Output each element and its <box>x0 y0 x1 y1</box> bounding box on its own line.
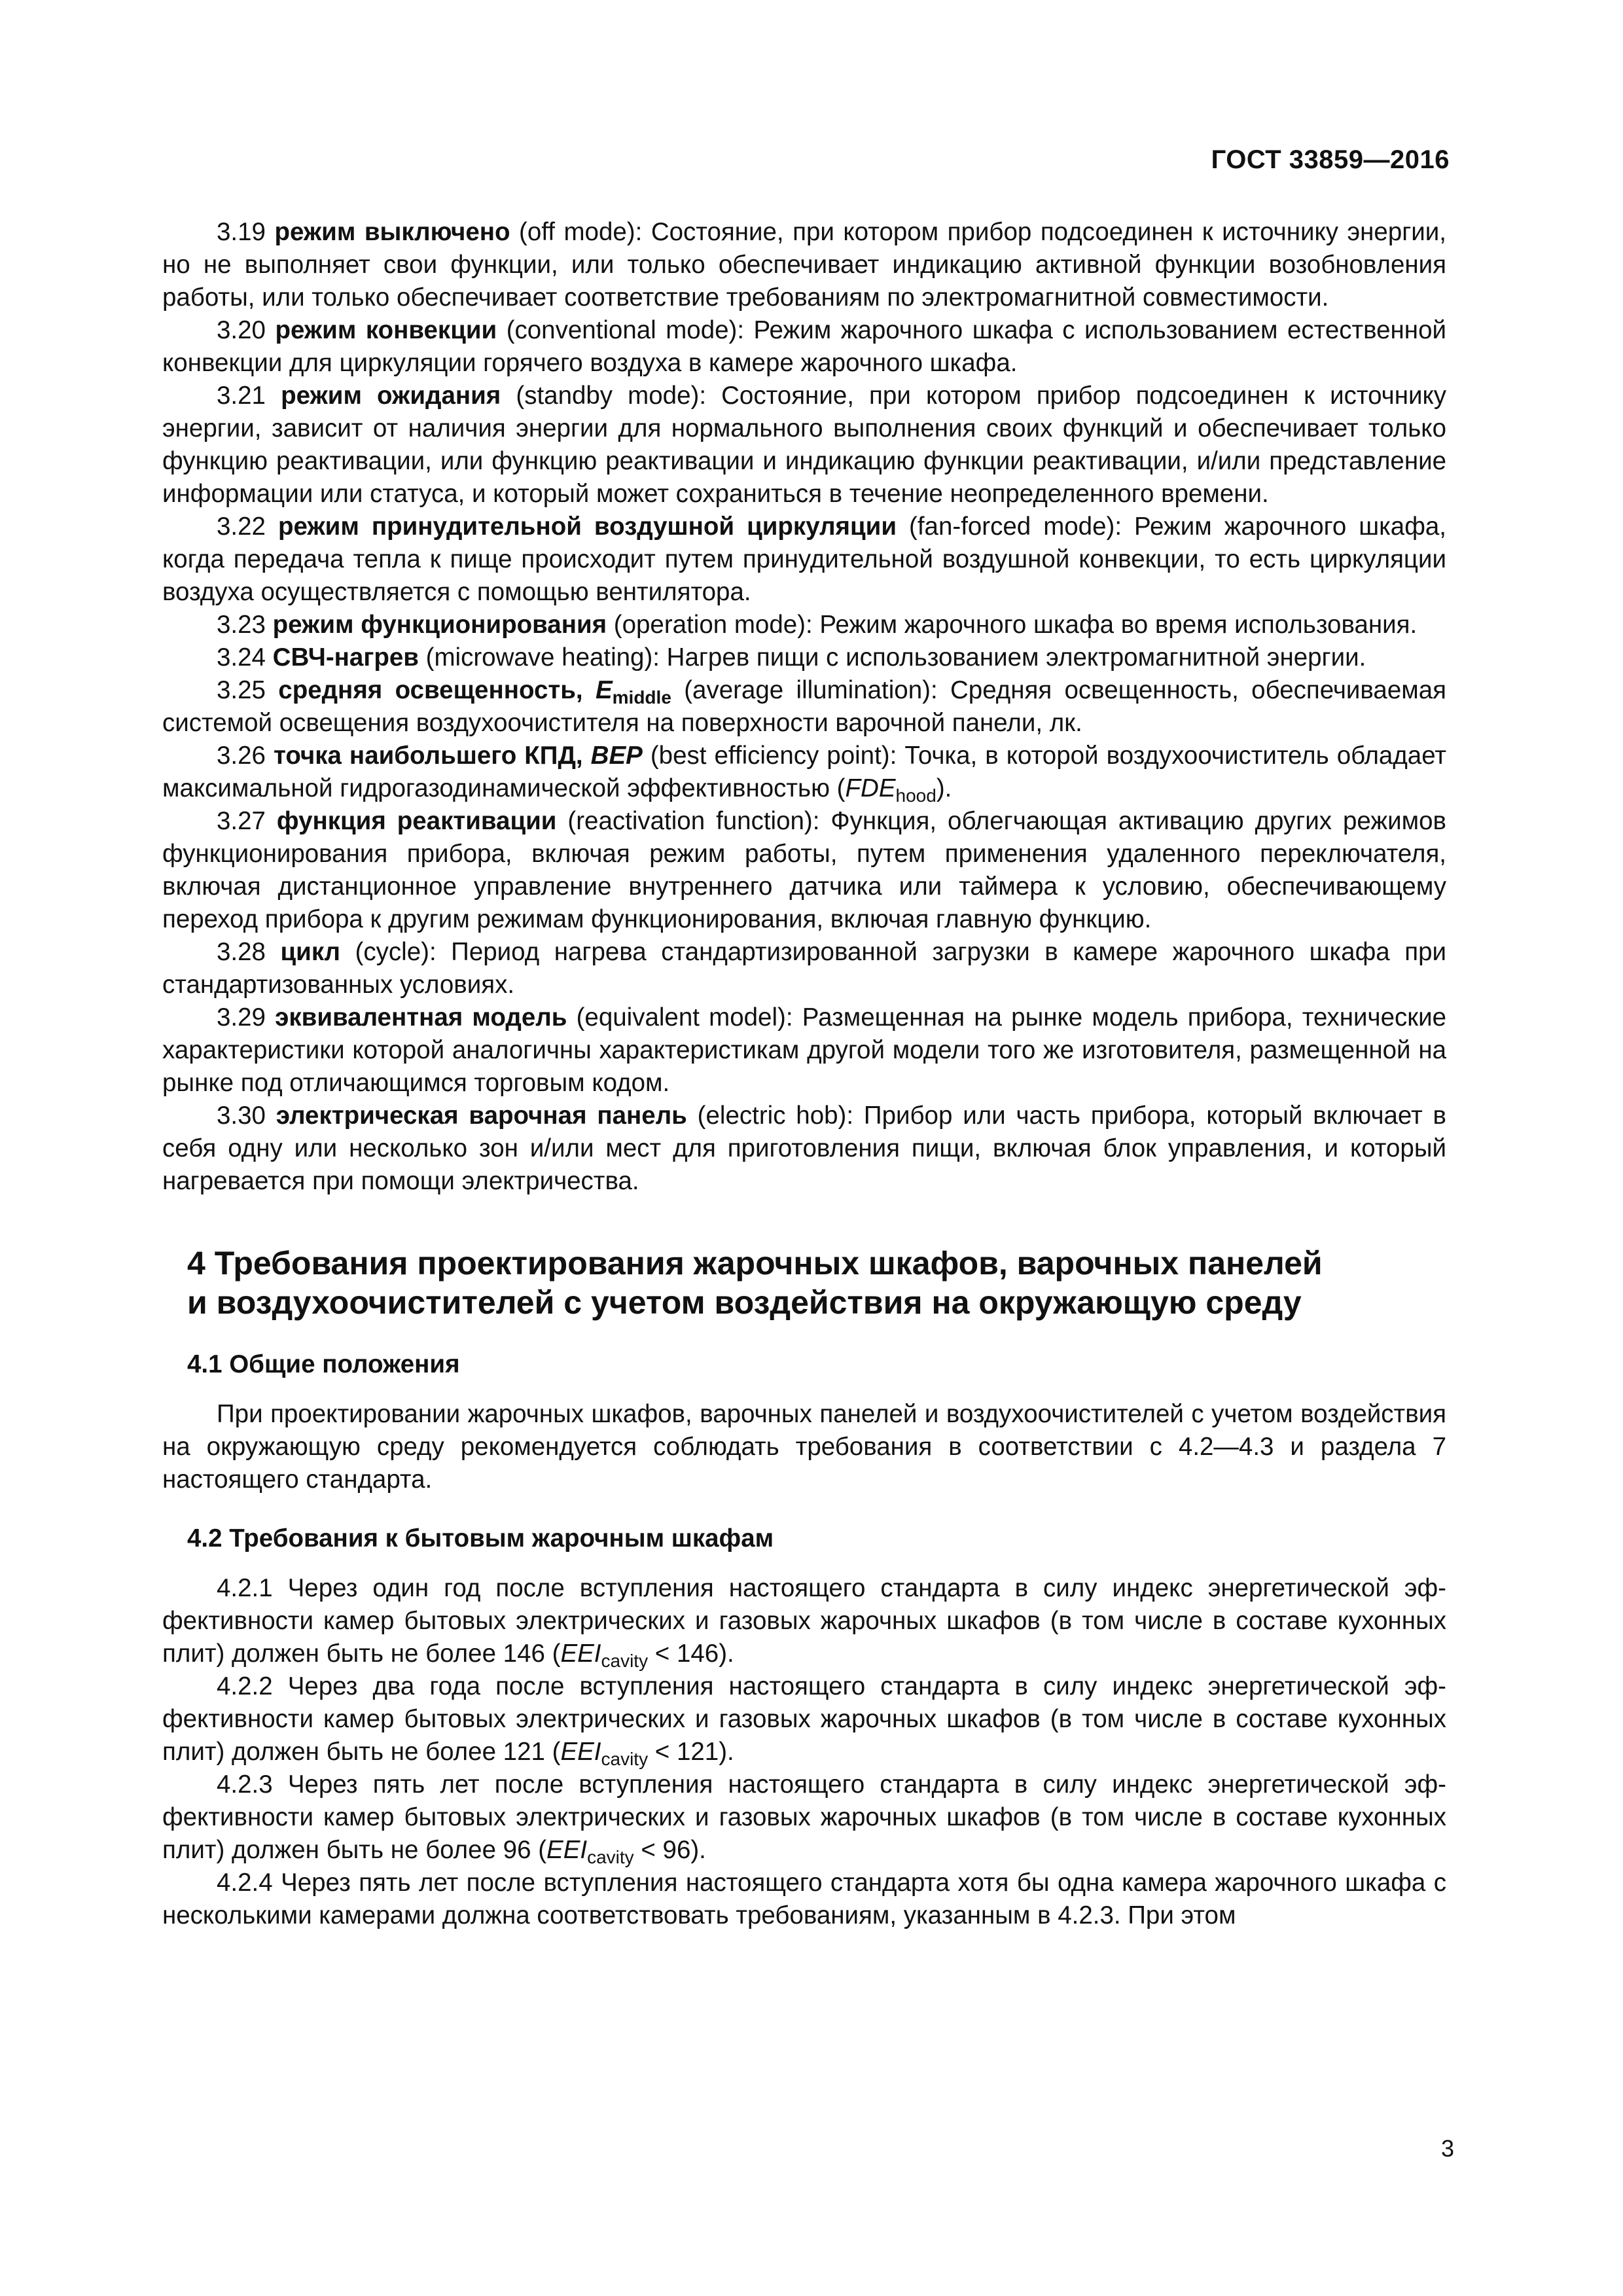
definition-english: (equivalent model) <box>567 1003 786 1031</box>
definition-term: функция реактивации <box>276 807 557 835</box>
symbol: FDE <box>845 774 896 802</box>
definition-term: режим принудительной воздушной циркуляции <box>277 512 897 541</box>
clause-4-2-2 <box>162 1670 1446 1768</box>
clause-text: Через пять лет после вступления настоящего стандарта в силу индекс энергетической эффективности камер бытовых электрических и газовых жарочных шкафов (в том числе в составе кухонных плит) должен быть не более 96 ( <box>162 1770 1446 1864</box>
definition-english: (electric hob) <box>687 1102 847 1130</box>
definition-english: (microwave heating) <box>418 643 653 672</box>
subsection-4-1-title: 4.1 Общие положения <box>187 1350 460 1378</box>
clause-number: 4.2.1 <box>217 1574 273 1602</box>
page-number: 3 <box>1440 2135 1454 2162</box>
definition-english: (average illumination) <box>671 676 931 704</box>
definition-english: (best efficiency point) <box>642 742 890 770</box>
symbol: EEI <box>546 1836 588 1864</box>
definition-english: (reactivation function) <box>556 807 813 835</box>
definition-3-26 <box>162 740 1446 805</box>
definition-english: (off mode) <box>510 218 635 246</box>
definition-3-24 <box>162 641 1446 674</box>
symbol: E <box>595 676 613 704</box>
definition-term: режим выключено <box>274 218 510 246</box>
definition-number: 3.29 <box>217 1003 266 1031</box>
definition-term: эквивалентная модель <box>275 1003 567 1031</box>
definition-number: 3.21 <box>217 382 266 410</box>
definition-term: средняя освещенность, $E_{middle}$ <box>278 676 671 708</box>
symbol-subscript: cavity <box>587 1847 634 1867</box>
symbol: BEP <box>590 742 643 770</box>
clause-text-end: < 121). <box>648 1738 734 1766</box>
definition-3-23 <box>162 609 1446 641</box>
definition-term: режим функционирования <box>272 611 607 639</box>
clause-number: 4.2.4 <box>217 1869 273 1897</box>
definition-term: точка наибольшего КПД, BEP <box>273 742 643 770</box>
definition-term: электрическая варочная панель <box>276 1102 687 1130</box>
definition-text: : Размещенная на рынке модель прибора, технические характеристики которой аналогичны характеристикам другой модели того же изготовителя, размещенной на рынке под отличающимся торговым кодом. <box>162 1003 1447 1097</box>
definition-term: режим конвекции <box>275 316 497 344</box>
definition-3-29 <box>162 1001 1446 1100</box>
definition-term: цикл <box>280 938 341 966</box>
definition-number: 3.28 <box>217 938 266 966</box>
definition-3-28 <box>162 936 1446 1001</box>
definition-number: 3.19 <box>217 218 266 246</box>
definition-number: 3.23 <box>217 611 266 639</box>
symbol: EEI <box>560 1640 601 1668</box>
definition-text: : Прибор или часть прибора, который включает в себя одну или несколько зон и/или мест для приготовления пищи, включая блок управления, и который нагревается при помощи электричества. <box>162 1102 1446 1195</box>
clause-4-2-3 <box>162 1768 1446 1867</box>
definition-text: : Режим жарочного шкафа с использованием естественной конвекции для циркуляции горячего воздуха в камере жарочного шкафа. <box>162 316 1446 377</box>
standard-header: ГОСТ 33859—2016 <box>1211 145 1450 174</box>
definition-term: СВЧ-нагрев <box>272 643 419 672</box>
section-title-line: и воздухоочистителей с учетом воздействия на окружающую среду <box>187 1284 1302 1321</box>
definition-text: : Период нагрева стандартизированной загрузки в камере жарочного шкафа при стандартизованных условиях. <box>162 938 1446 999</box>
definition-text: : Режим жарочного шкафа во время использования. <box>805 611 1418 639</box>
definition-text: : Средняя освещенность, обеспечиваемая системой освещения воздухоочистителя на поверхности варочной панели, лк. <box>162 676 1446 737</box>
subsection-4-2-title: 4.2 Требования к бытовым жарочным шкафам <box>187 1524 774 1552</box>
definition-english: (fan-forced mode) <box>897 512 1115 541</box>
definition-3-30 <box>162 1100 1446 1198</box>
clause-text-end: < 96). <box>633 1836 706 1864</box>
definition-number: 3.27 <box>217 807 266 835</box>
definition-text: : Состояние, при котором прибор подсоединен к источнику энергии, зависит от наличия энергии для нормального выполнения своих функций и обеспечивает только функцию реактивации, или функцию реактивации и индикацию функции реактивации, и/или представление информации или статуса, и который может сохраниться в течение неопределенного времени. <box>162 382 1446 508</box>
definition-number: 3.24 <box>217 643 266 672</box>
symbol-subscript: hood <box>895 785 936 806</box>
symbol-subscript: cavity <box>601 1749 649 1769</box>
subsection-4-1-text: При проектировании жарочных шкафов, варочных панелей и воздухоочистителей с учетом воздействия на окружающую среду рекомендуется соблюдать требования в соответствии с 4.2—4.3 и раздела 7 настоящего стандарта. <box>162 1400 1446 1494</box>
symbol-subscript: cavity <box>601 1651 649 1671</box>
definition-number: 3.26 <box>217 742 266 770</box>
section-4-title <box>187 1244 1446 1322</box>
clause-number: 4.2.2 <box>217 1672 273 1700</box>
definition-english: (operation mode) <box>607 611 806 639</box>
clause-text: Через пять лет после вступления настоящего стандарта хотя бы одна камера жарочного шкафа с несколькими камерами должна соответствовать требованиям, указанным в 4.2.3. При этом <box>162 1869 1446 1929</box>
definition-text: : Точка, в которой воздухоочиститель обладает максимальной гидрогазодинамической эффективностью ( <box>162 742 1446 802</box>
definition-term: режим ожидания <box>281 382 501 410</box>
definition-3-22 <box>162 511 1446 609</box>
definition-3-27 <box>162 805 1446 936</box>
definition-text: : Функция, облегчающая активацию других режимов функционирования прибора, включая режим работы, путем применения удаленного переключателя, включая дистанционное управление внутреннего датчика или таймера к условию, обеспечивающему переход прибора к другим режимам функционирования, включая главную функцию. <box>162 807 1446 933</box>
definition-text-end: ). <box>936 774 952 802</box>
clause-text: Через два года после вступления настоящего стандарта в силу индекс энергетической эффективности камер бытовых электрических и газовых жарочных шкафов (в том числе в составе кухонных плит) должен быть не более 121 ( <box>162 1672 1446 1766</box>
clause-4-2-4 <box>162 1867 1446 1932</box>
page-content <box>162 216 1446 1932</box>
symbol-subscript: middle <box>612 687 671 708</box>
definition-3-19 <box>162 216 1446 314</box>
definition-3-25 <box>162 674 1446 740</box>
clause-4-2-1 <box>162 1572 1446 1670</box>
definition-text: : Состояние, при котором прибор подсоединен к источнику энергии, но не выполняет свои функции, или только обеспечивает индикацию активной функции возобновления работы, или только обеспечивает соответствие требованиям по электромагнитной совместимости. <box>162 218 1446 312</box>
clause-text-end: < 146). <box>648 1640 734 1668</box>
definition-3-20 <box>162 314 1446 380</box>
section-title-line: 4 Требования проектирования жарочных шкафов, варочных панелей <box>187 1245 1323 1282</box>
symbol: EEI <box>560 1738 601 1766</box>
definition-english: (cycle) <box>340 938 429 966</box>
definition-text: : Нагрев пищи с использованием электромагнитной энергии. <box>652 643 1366 672</box>
definition-english: (conventional mode) <box>497 316 738 344</box>
clause-text: Через один год после вступления настоящего стандарта в силу индекс энергетической эффективности камер бытовых электрических и газовых жарочных шкафов (в том числе в составе кухонных плит) должен быть не более 146 ( <box>162 1574 1446 1668</box>
definition-number: 3.30 <box>217 1102 266 1130</box>
definition-number: 3.20 <box>217 316 266 344</box>
definition-english: (standby mode) <box>501 382 700 410</box>
clause-number: 4.2.3 <box>217 1770 273 1799</box>
definition-number: 3.25 <box>217 676 266 704</box>
definition-number: 3.22 <box>217 512 266 541</box>
definition-3-21 <box>162 380 1446 511</box>
definition-text: : Режим жарочного шкафа, когда передача тепла к пище происходит путем принудительной воздушной конвекции, то есть циркуляции воздуха осуществляется с помощью вентилятора. <box>162 512 1447 606</box>
